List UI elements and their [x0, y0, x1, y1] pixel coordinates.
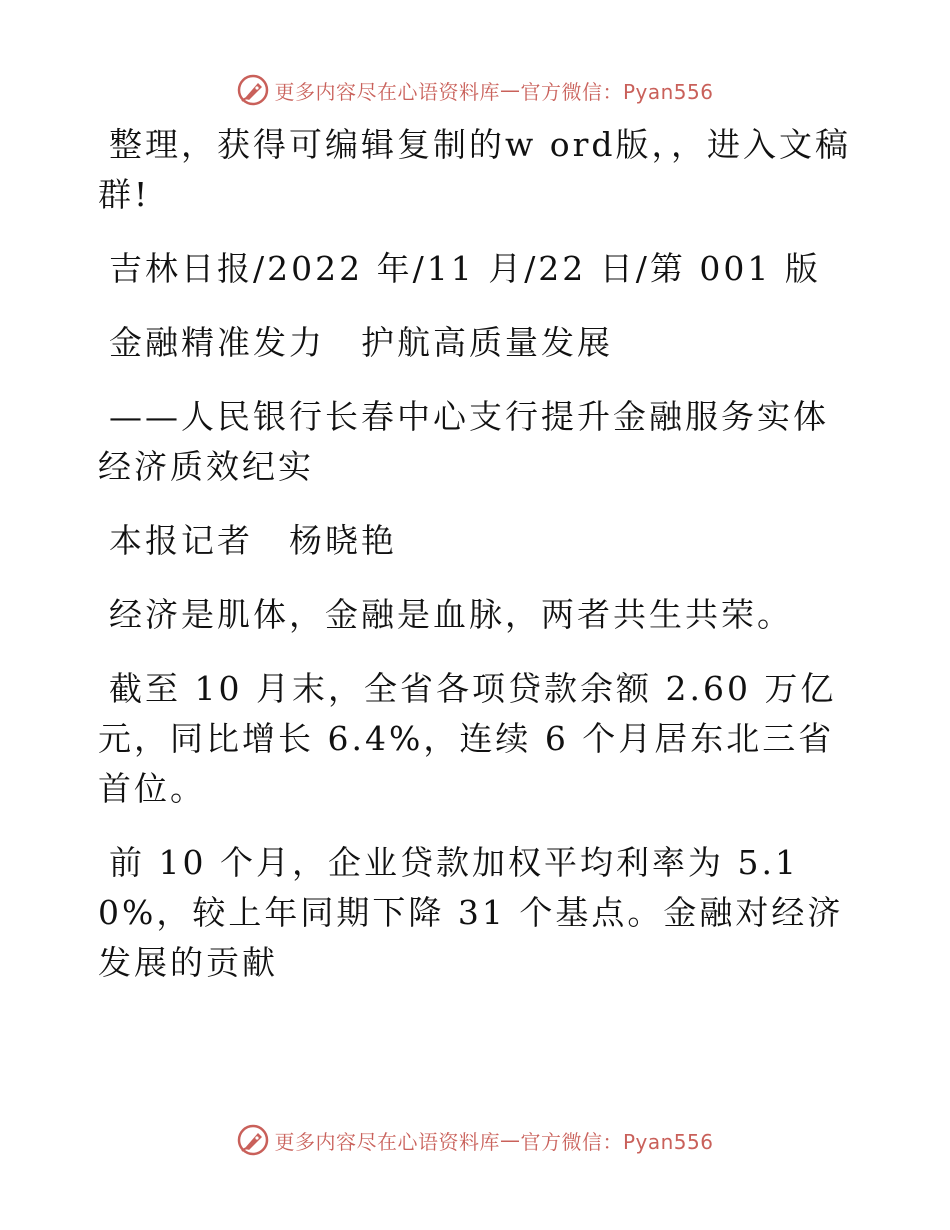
pen-nib-logo-icon [236, 73, 270, 107]
watermark-wechat-text: 官方微信：Pyan556 [520, 1129, 714, 1154]
watermark-site-text: 更多内容尽在心语资料库 [274, 1129, 500, 1154]
document-body [98, 120, 858, 1012]
pen-nib-logo-icon [236, 1123, 270, 1157]
article-byline: 本报记者 杨晓艳 [109, 521, 397, 560]
paragraph-interest-rate: 前 10 个月，企业贷款加权平均利率为 5.10%，较上年同期下降 31 个基点。金融对经济发展的贡献 [98, 843, 844, 982]
article-headline: 金融精准发力 护航高质量发展 [109, 323, 613, 362]
header-watermark [0, 70, 950, 110]
paragraph-loans: 截至 10 月末，全省各项贷款余额 2.60 万亿元，同比增长 6.4%，连续 6 个月居东北三省首位。 [98, 669, 837, 808]
watermark-wechat-text: 官方微信：Pyan556 [520, 79, 714, 104]
watermark-dash: — [499, 1128, 521, 1152]
watermark-dash: — [499, 78, 521, 102]
paragraph-intro-note: 整理，获得可编辑复制的w ord版，，进入文稿群! [98, 125, 852, 214]
watermark-site-text: 更多内容尽在心语资料库 [274, 79, 500, 104]
footer-watermark [0, 1120, 950, 1160]
paragraph-source-line: 吉林日报/2022 年/11 月/22 日/第 001 版 [109, 249, 821, 288]
paragraph-lead: 经济是肌体，金融是血脉，两者共生共荣。 [109, 595, 793, 634]
article-subheadline: ——人民银行长春中心支行提升金融服务实体经济质效纪实 [98, 397, 829, 486]
